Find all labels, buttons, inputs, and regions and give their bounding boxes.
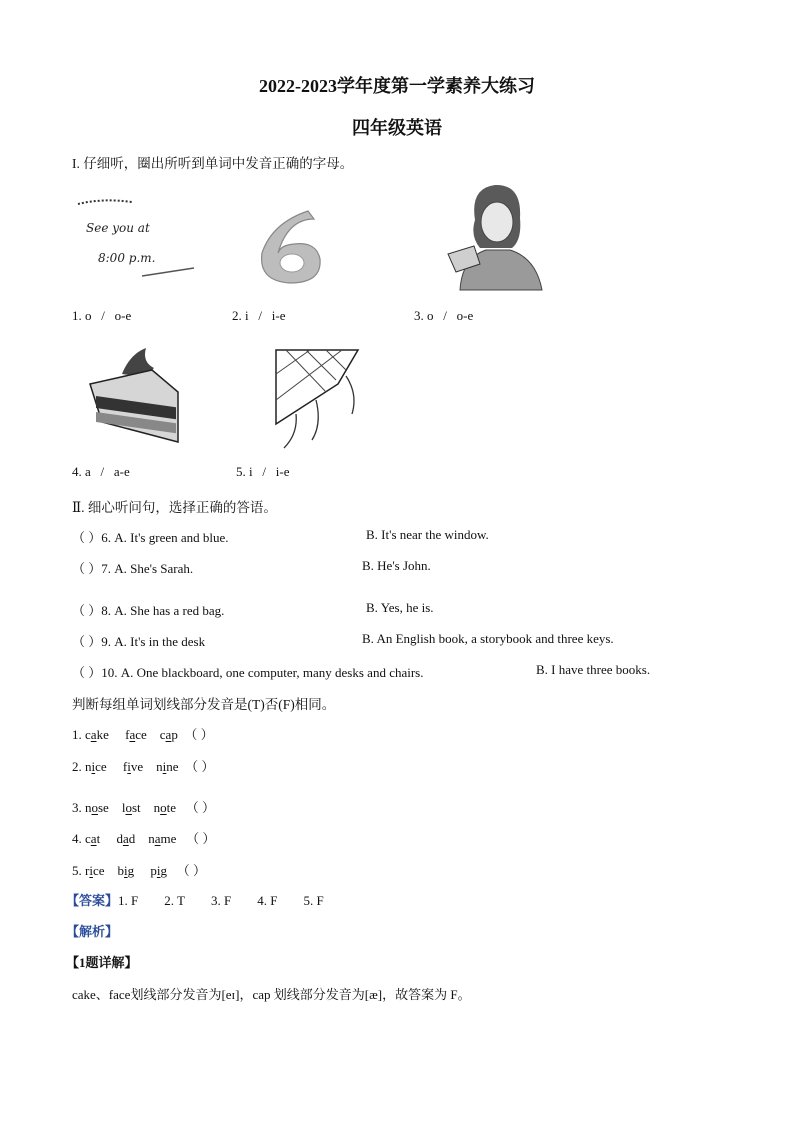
- pronunciation-row-3: 3. nose lost note （ ）: [72, 800, 216, 815]
- pronunciation-row-1: 1. cake face cap （ ）: [72, 727, 214, 742]
- section1-heading: I. 仔细听，圈出所听到单词中发音正确的字母。: [72, 156, 354, 171]
- page-title: 2022-2023学年度第一学素养大练习: [259, 76, 535, 96]
- pronunciation-row-5: 5. rice big pig （ ）: [72, 863, 207, 878]
- question-10-option-b: B. I have three books.: [536, 662, 651, 677]
- question-9-option-b: B. An English book, a storybook and three keys.: [362, 631, 614, 646]
- question-8-option-b: B. Yes, he is.: [366, 600, 434, 615]
- answer-label: 【答案】: [66, 893, 119, 908]
- cake-picture: [82, 344, 182, 446]
- pronunciation-row-4: 4. cat dad name （ ）: [72, 831, 216, 846]
- kite-picture: [266, 344, 366, 452]
- analysis-label: 【解析】: [66, 924, 119, 939]
- section3-heading: 判断每组单词划线部分发音是(T)否(F)相同。: [72, 697, 336, 712]
- option-4: 4. a / a-e: [72, 464, 130, 479]
- six-picture: [252, 205, 332, 287]
- option-1: 1. o / o-e: [72, 308, 132, 323]
- answer-line: 【答案】1. F 2. T 3. F 4. F 5. F: [66, 893, 324, 908]
- question-6: （ ）6. A. It's green and blue.: [72, 530, 229, 545]
- note-picture: [72, 192, 197, 282]
- question-6-option-b: B. It's near the window.: [366, 527, 489, 542]
- section2-heading: Ⅱ. 细心听问句，选择正确的答语。: [72, 500, 277, 515]
- question-7: （ ）7. A. She's Sarah.: [72, 561, 194, 576]
- option-2: 2. i / i-e: [232, 308, 286, 323]
- question-9: （ ）9. A. It's in the desk: [72, 634, 206, 649]
- question-10: （ ）10. A. One blackboard, one computer, many desks and chairs.: [72, 665, 424, 680]
- woman-picture: [440, 180, 550, 295]
- note-line-2: 8:00 p.m.: [98, 251, 156, 265]
- pronunciation-row-2: 2. nice five nine （ ）: [72, 759, 215, 774]
- detail-text: cake、face划线部分发音为[eɪ]，cap 划线部分发音为[æ]，故答案为 F。: [72, 987, 471, 1002]
- page-subtitle: 四年级英语: [352, 118, 442, 138]
- option-5: 5. i / i-e: [236, 464, 290, 479]
- note-line-1: See you at: [86, 221, 150, 235]
- option-3: 3. o / o-e: [414, 308, 474, 323]
- question-8: （ ）8. A. She has a red bag.: [72, 603, 225, 618]
- detail-label: 【1题详解】: [66, 955, 138, 970]
- question-7-option-b: B. He's John.: [362, 558, 431, 573]
